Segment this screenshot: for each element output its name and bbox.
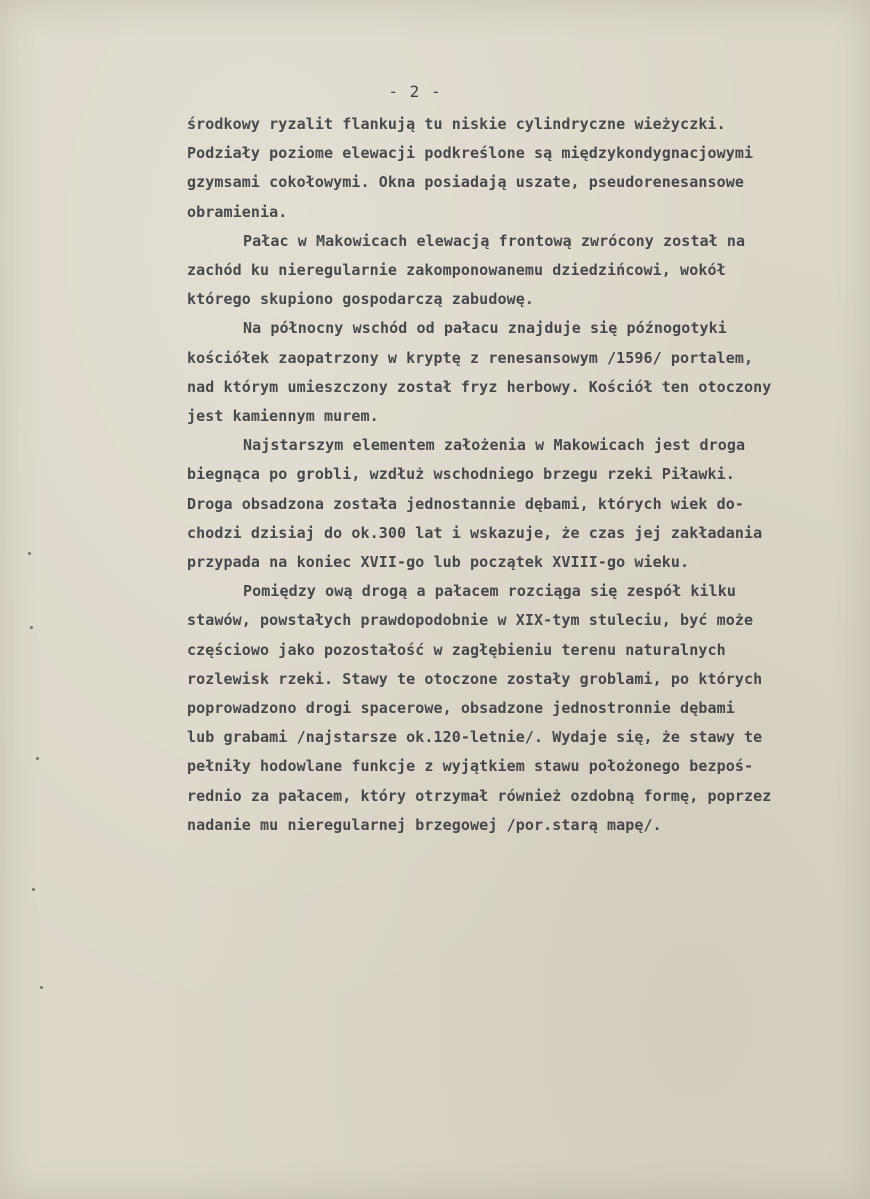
- page-number: - 2 -: [388, 82, 442, 101]
- text-line: Na północny wschód od pałacu znajduje się późnogotyki: [243, 319, 727, 338]
- text-line: biegnąca po grobli, wzdłuż wschodniego brzegu rzeki Piławki.: [187, 465, 735, 484]
- text-line: którego skupiono gospodarczą zabudowę.: [187, 290, 534, 309]
- paragraph-5: [187, 577, 857, 840]
- text-line: poprowadzono drogi spacerowe, obsadzone jednostronnie dębami: [187, 699, 735, 718]
- margin-mark: [40, 986, 43, 989]
- text-line: Pomiędzy ową drogą a pałacem rozciąga się zespół kilku: [243, 582, 737, 601]
- text-line: Najstarszym elementem założenia w Makowicach jest droga: [243, 436, 746, 455]
- text-line: obramienia.: [187, 202, 288, 221]
- text-line: przypada na koniec XVII-go lub początek XVIII-go wieku.: [187, 553, 690, 572]
- paragraph-1: [187, 110, 857, 227]
- text-line: kościółek zaopatrzony w kryptę z renesansowym /1596/ portalem,: [187, 348, 754, 367]
- text-line: Droga obsadzona została jednostannie dębami, których wiek do-: [187, 494, 744, 513]
- text-line: pełniły hodowlane funkcje z wyjątkiem stawu położonego bezpoś-: [187, 757, 754, 776]
- text-line: częściowo jako pozostałość w zagłębieniu terenu naturalnych: [187, 640, 726, 659]
- text-line: stawów, powstałych prawdopodobnie w XIX-tym stuleciu, być może: [187, 611, 754, 630]
- text-line: jest kamiennym murem.: [187, 407, 379, 426]
- text-line: rozlewisk rzeki. Stawy te otoczone zostały groblami, po których: [187, 669, 763, 688]
- text-line: rednio za pałacem, który otrzymał również ozdobną formę, poprzez: [187, 786, 772, 805]
- paragraph-4: [187, 431, 857, 577]
- text-line: Pałac w Makowicach elewacją frontową zwrócony został na: [243, 231, 746, 250]
- margin-mark: [36, 757, 39, 760]
- paragraph-2: [187, 227, 857, 315]
- document-body: [187, 110, 857, 840]
- paragraph-3: [187, 314, 857, 431]
- text-line: nad którym umieszczony został fryz herbowy. Kościół ten otoczony: [187, 377, 772, 396]
- text-line: chodzi dzisiaj do ok.300 lat i wskazuje, że czas jej zakładania: [187, 523, 763, 542]
- margin-mark: [32, 888, 35, 891]
- text-line: gzymsami cokołowymi. Okna posiadają uszate, pseudorenesansowe: [187, 173, 744, 192]
- text-line: zachód ku nieregularnie zakomponowanemu dziedzińcowi, wokół: [187, 261, 726, 280]
- margin-mark: [30, 626, 33, 629]
- text-line: lub grabami /najstarsze ok.120-letnie/. Wydaje się, że stawy te: [187, 728, 763, 747]
- margin-mark: [28, 552, 31, 555]
- text-line: Podziały poziome elewacji podkreślone są międzykondygnacjowymi: [187, 144, 754, 163]
- text-line: nadanie mu nieregularnej brzegowej /por.starą mapę/.: [187, 815, 662, 834]
- text-line: środkowy ryzalit flankują tu niskie cylindryczne wieżyczki.: [187, 115, 726, 133]
